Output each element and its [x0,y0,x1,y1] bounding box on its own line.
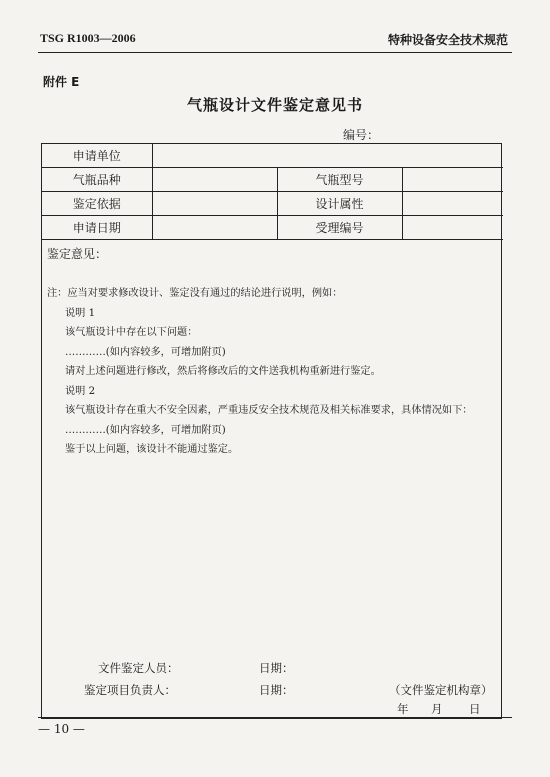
series-title: 特种设备安全技术规范 [387,33,508,47]
note1-title: 说明 1 [65,307,96,319]
acceptance-number-label: 受理编号 [277,216,402,240]
standard-code: TSG R1003—2006 [40,31,136,45]
note1-line1: 该气瓶设计中存在以下问题： [65,327,198,338]
notes-intro: 注：应当对要求修改设计、鉴定没有通过的结论进行说明，例如： [47,288,343,299]
table-row [42,168,503,192]
project-lead-label: 鉴定项目负责人： [84,683,176,697]
info-table [42,144,503,240]
applicant-field[interactable] [152,144,503,168]
attachment-label: 附件 E [43,75,80,89]
table-row [42,216,503,240]
header-rule [38,52,512,53]
cylinder-model-field[interactable] [402,168,503,192]
cylinder-variety-label: 气瓶品种 [42,168,152,192]
document-title: 气瓶设计文件鉴定意见书 [186,96,363,114]
year-label: 年 [397,702,409,716]
opinion-label: 鉴定意见： [47,247,108,261]
appraisal-basis-label: 鉴定依据 [42,192,152,216]
number-label: 编号： [343,128,380,142]
design-attribute-label: 设计属性 [277,192,402,216]
acceptance-number-field[interactable] [402,216,503,240]
table-row [42,144,503,168]
note1-line2: …………(如内容较多，可增加附页) [65,346,226,358]
cylinder-model-label: 气瓶型号 [277,168,402,192]
note1-line3: 请对上述问题进行修改，然后将修改后的文件送我机构重新进行鉴定。 [65,366,381,377]
table-row [42,192,503,216]
appraisal-form [41,143,502,719]
appraisal-basis-field[interactable] [152,192,277,216]
notes-block [47,284,495,460]
day-label: 日 [469,702,481,716]
date-label-2: 日期： [259,683,294,697]
note2-line1: 该气瓶设计存在重大不安全因素，严重违反安全技术规范及相关标准要求，具体情况如下： [65,405,473,416]
cylinder-variety-field[interactable] [152,168,277,192]
date-label-1: 日期： [259,661,294,675]
note2-line3: 鉴于以上问题，该设计不能通过鉴定。 [65,444,239,455]
page-number: — 10 — [38,722,85,736]
design-attribute-field[interactable] [402,192,503,216]
seal-label: （文件鉴定机构章） [389,683,493,697]
note2-title: 说明 2 [65,385,96,397]
applicant-label: 申请单位 [42,144,152,168]
appraiser-label: 文件鉴定人员： [98,661,179,675]
application-date-field[interactable] [152,216,277,240]
footer-rule [38,717,512,718]
note2-line2: …………(如内容较多，可增加附页) [65,424,226,436]
application-date-label: 申请日期 [42,216,152,240]
month-label: 月 [431,702,443,716]
